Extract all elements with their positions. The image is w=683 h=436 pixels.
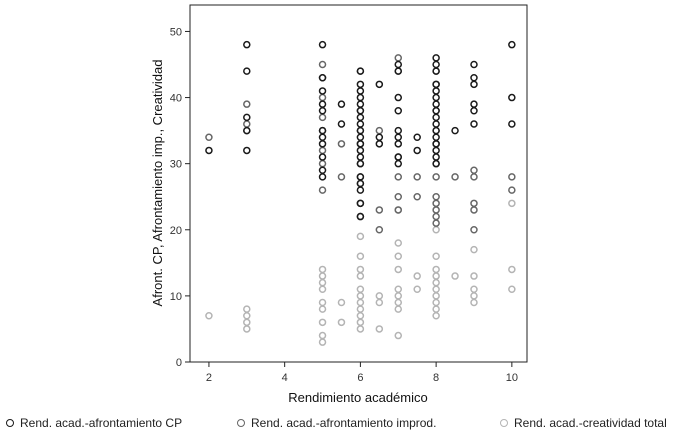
data-point [433, 194, 439, 200]
data-point [433, 147, 439, 153]
data-point [433, 108, 439, 114]
data-point [433, 114, 439, 120]
data-point [244, 147, 250, 153]
data-point [244, 42, 250, 48]
data-point [320, 167, 326, 173]
data-point [320, 101, 326, 107]
data-point [206, 134, 212, 140]
data-point [471, 200, 477, 206]
data-point [433, 174, 439, 180]
data-point [433, 121, 439, 127]
y-tick-label: 40 [169, 92, 182, 105]
data-point [433, 306, 439, 312]
data-point [244, 128, 250, 134]
data-point [509, 42, 515, 48]
data-point [376, 128, 382, 134]
data-point [395, 161, 401, 167]
data-point [357, 81, 363, 87]
data-point [433, 154, 439, 160]
data-point [244, 121, 250, 127]
data-point [471, 273, 477, 279]
data-point [376, 227, 382, 233]
data-point [357, 293, 363, 299]
data-point [357, 266, 363, 272]
data-point [433, 101, 439, 107]
data-point [471, 293, 477, 299]
data-point [357, 68, 363, 74]
x-tick-label: 6 [357, 372, 364, 384]
x-axis [206, 362, 518, 384]
data-point [509, 95, 515, 101]
data-point [395, 55, 401, 61]
data-point [509, 200, 515, 206]
data-point [338, 319, 344, 325]
data-point [433, 207, 439, 213]
data-point [433, 95, 439, 101]
data-point [395, 95, 401, 101]
data-point [395, 154, 401, 160]
data-point [395, 293, 401, 299]
data-point [471, 300, 477, 306]
data-point [244, 101, 250, 107]
data-point [320, 273, 326, 279]
data-point [320, 286, 326, 292]
data-point [471, 62, 477, 68]
data-point [206, 147, 212, 153]
data-point [357, 161, 363, 167]
data-point [414, 273, 420, 279]
data-point [357, 108, 363, 114]
data-point [414, 134, 420, 140]
legend-item [237, 416, 436, 430]
data-point [320, 300, 326, 306]
y-tick-label: 0 [175, 357, 182, 369]
data-point [414, 194, 420, 200]
data-point [433, 286, 439, 292]
data-point [376, 300, 382, 306]
data-point [433, 220, 439, 226]
data-point [320, 62, 326, 68]
y-tick-label: 30 [169, 158, 182, 171]
data-point [433, 273, 439, 279]
x-axis-title: Rendimiento académico [288, 390, 428, 405]
data-point [357, 214, 363, 220]
data-point [357, 95, 363, 101]
data-point [357, 128, 363, 134]
data-point [320, 187, 326, 193]
data-point [395, 68, 401, 74]
data-point [206, 313, 212, 319]
data-point [357, 200, 363, 206]
data-point [395, 134, 401, 140]
data-point [244, 326, 250, 332]
legend-marker-icon [237, 419, 245, 427]
y-axis-title: Afront. CP, Afrontamiento imp., Creatividad [150, 59, 165, 307]
data-point [320, 114, 326, 120]
data-point [320, 319, 326, 325]
data-point [452, 174, 458, 180]
data-point [395, 306, 401, 312]
data-point [376, 134, 382, 140]
data-point [320, 75, 326, 81]
data-point [357, 141, 363, 147]
data-point [244, 306, 250, 312]
data-point [357, 286, 363, 292]
data-point [395, 141, 401, 147]
data-point [357, 181, 363, 187]
data-point [433, 293, 439, 299]
data-point [395, 240, 401, 246]
data-point [338, 174, 344, 180]
data-point [433, 141, 439, 147]
data-point [471, 247, 477, 253]
data-point [433, 266, 439, 272]
data-point [433, 55, 439, 61]
data-point [433, 134, 439, 140]
data-point [357, 273, 363, 279]
data-point [433, 62, 439, 68]
data-point [433, 280, 439, 286]
data-point [376, 293, 382, 299]
data-point [320, 147, 326, 153]
data-point [471, 75, 477, 81]
y-tick-label: 20 [169, 224, 182, 237]
data-point [320, 95, 326, 101]
data-points [206, 42, 515, 346]
data-point [433, 161, 439, 167]
data-point [471, 101, 477, 107]
data-point [338, 101, 344, 107]
data-point [395, 207, 401, 213]
data-point [357, 101, 363, 107]
data-point [414, 147, 420, 153]
data-point [395, 62, 401, 68]
data-point [433, 81, 439, 87]
data-point [395, 266, 401, 272]
data-point [357, 313, 363, 319]
x-tick-label: 10 [505, 372, 518, 384]
legend [6, 416, 683, 434]
data-point [376, 141, 382, 147]
legend-label: Rend. acad.-afrontamiento CP [20, 416, 183, 430]
data-point [244, 319, 250, 325]
data-point [320, 339, 326, 345]
data-point [509, 286, 515, 292]
data-point [338, 121, 344, 127]
data-point [395, 108, 401, 114]
legend-marker-icon [6, 419, 14, 427]
data-point [376, 326, 382, 332]
data-point [357, 319, 363, 325]
data-point [320, 174, 326, 180]
x-tick-label: 4 [281, 372, 288, 384]
data-point [357, 154, 363, 160]
data-point [320, 266, 326, 272]
data-point [395, 300, 401, 306]
data-point [433, 88, 439, 94]
data-point [338, 141, 344, 147]
data-point [395, 194, 401, 200]
legend-label: Rend. acad.-creatividad total [514, 416, 667, 430]
data-point [320, 333, 326, 339]
data-point [414, 174, 420, 180]
data-point [320, 42, 326, 48]
data-point [471, 286, 477, 292]
data-point [320, 161, 326, 167]
data-point [433, 68, 439, 74]
data-point [244, 114, 250, 120]
data-point [320, 280, 326, 286]
x-tick-label: 2 [205, 372, 212, 384]
data-point [452, 128, 458, 134]
data-point [357, 306, 363, 312]
data-point [395, 174, 401, 180]
data-point [320, 88, 326, 94]
data-point [338, 300, 344, 306]
data-point [376, 207, 382, 213]
data-point [320, 154, 326, 160]
data-point [244, 313, 250, 319]
data-point [471, 227, 477, 233]
x-tick-label: 8 [433, 372, 440, 384]
data-point [320, 128, 326, 134]
data-point [433, 128, 439, 134]
data-point [433, 253, 439, 259]
data-point [320, 141, 326, 147]
data-point [471, 207, 477, 213]
data-point [357, 114, 363, 120]
data-point [395, 253, 401, 259]
data-point [452, 273, 458, 279]
data-point [509, 187, 515, 193]
y-tick-label: 50 [169, 26, 182, 39]
data-point [509, 266, 515, 272]
data-point [509, 174, 515, 180]
data-point [433, 227, 439, 233]
data-point [433, 300, 439, 306]
data-point [471, 121, 477, 127]
data-point [320, 134, 326, 140]
data-point [357, 174, 363, 180]
data-point [357, 233, 363, 239]
legend-item [6, 416, 182, 430]
data-point [471, 108, 477, 114]
legend-marker-icon [500, 419, 508, 427]
data-point [357, 147, 363, 153]
data-point [433, 313, 439, 319]
plot-frame [190, 5, 527, 362]
data-point [395, 333, 401, 339]
data-point [320, 108, 326, 114]
y-axis [170, 26, 190, 369]
data-point [471, 167, 477, 173]
data-point [357, 121, 363, 127]
legend-label: Rend. acad.-afrontamiento improd. [251, 416, 437, 430]
data-point [395, 128, 401, 134]
data-point [433, 214, 439, 220]
data-point [357, 88, 363, 94]
data-point [357, 300, 363, 306]
data-point [357, 326, 363, 332]
data-point [320, 306, 326, 312]
y-tick-label: 10 [169, 290, 182, 303]
legend-item [500, 416, 667, 430]
data-point [433, 200, 439, 206]
data-point [414, 286, 420, 292]
data-point [509, 121, 515, 127]
data-point [471, 81, 477, 87]
data-point [357, 134, 363, 140]
data-point [471, 174, 477, 180]
data-point [244, 68, 250, 74]
data-point [376, 81, 382, 87]
data-point [395, 286, 401, 292]
data-point [357, 187, 363, 193]
data-point [357, 253, 363, 259]
